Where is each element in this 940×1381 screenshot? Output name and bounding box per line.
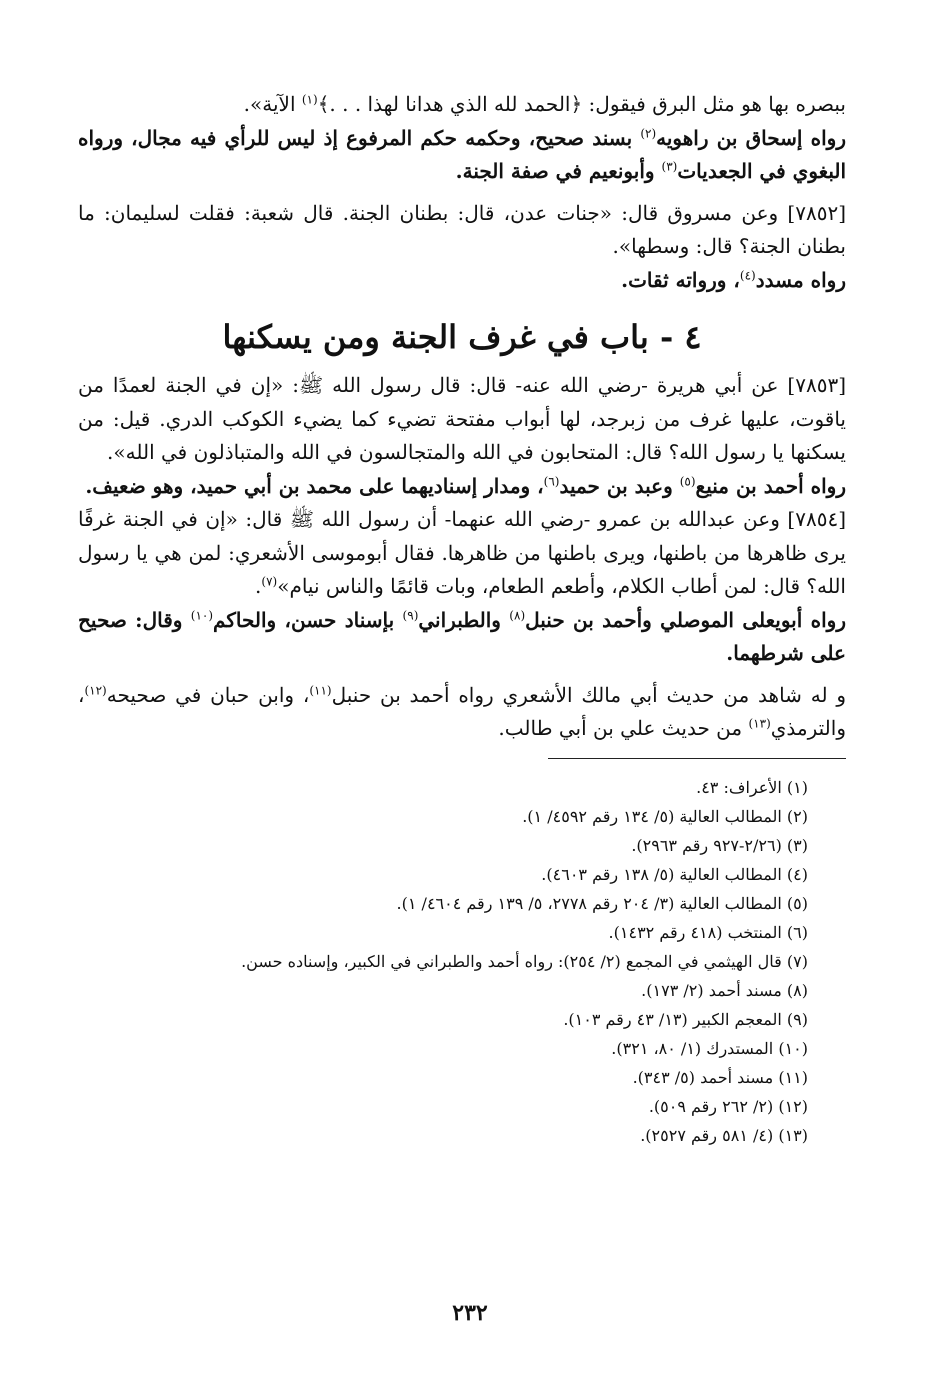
- hadith-text: وعن عبدالله بن عمرو -رضي الله عنهما- أن رسول الله ﷺ قال: «إن في الجنة غرفًا يرى ظاهرها من باطنها، ويرى باطنها من ظاهرها. فقال أبوموسى الأشعري: لمن هي يا رسول الله؟ قال: لمن أطاب الكلام، وأطعم الطعام، وبات قائمًا والناس نيام»: [78, 507, 846, 598]
- footnote-ref[interactable]: (١٢): [84, 682, 107, 697]
- footnote-divider: [548, 758, 846, 759]
- text: رواه مسدد: [755, 267, 846, 292]
- footnote-ref[interactable]: (٤): [739, 267, 756, 282]
- footnote: (١٢) (٢/ ٢٦٢ رقم ٥٠٩).: [648, 1096, 808, 1116]
- text: ، وابن حبان في صحيحه: [106, 682, 310, 707]
- text: .: [255, 574, 262, 598]
- footnote-ref[interactable]: (٨): [509, 607, 526, 622]
- paragraph-continuation: [78, 88, 846, 122]
- footnote-ref[interactable]: (١٣): [748, 716, 771, 731]
- hadith-text: وعن مسروق قال: «جنات عدن، قال: بطنان الجنة. قال شعبة: فقلت لسليمان: ما بطنان الجنة؟ قال: وسطها».: [78, 200, 846, 258]
- hadith-7854: [78, 503, 846, 604]
- text: بإسناد حسن، والحاكم: [213, 607, 403, 632]
- supporting-narration: [78, 679, 846, 746]
- footnote: (٣) (٢/٢٦-٩٢٧ رقم ٢٩٦٣).: [631, 835, 808, 855]
- hadith-7852: [78, 197, 846, 264]
- text: ببصره بها هو مثل البرق فيقول: ﴿الحمد لله الذي هدانا لهذا . . .﴾: [317, 92, 846, 116]
- footnote-ref[interactable]: (١): [301, 92, 318, 107]
- narration-source: [78, 264, 846, 298]
- text: من حديث علي بن أبي طالب.: [498, 716, 749, 740]
- footnote: (٩) المعجم الكبير (١٣/ ٤٣ رقم ١٠٣).: [563, 1009, 808, 1029]
- text: الآية».: [243, 92, 302, 116]
- narration-source: [78, 470, 846, 504]
- footnote: (٥) المطالب العالية (٣/ ٢٠٤ رقم ٢٧٧٨، ٥/ ١٣٩ رقم ٤٦٠٤/ ١).: [396, 893, 808, 913]
- text: بسند صحيح، وحكمه حكم المرفوع إذ ليس للرأي فيه مجال، ورواه البغوي في الجعديات: [78, 125, 846, 183]
- hadith-number: [٧٨٥٣]: [787, 373, 846, 397]
- footnote-ref[interactable]: (٥): [679, 473, 696, 488]
- hadith-7853: [78, 369, 846, 470]
- page-body: [78, 88, 846, 1150]
- footnote: (٧) قال الهيثمي في المجمع (٢/ ٢٥٤): رواه أحمد والطبراني في الكبير، وإسناده حسن.: [241, 951, 808, 971]
- text: ، ومدار إسناديهما على محمد بن أبي حميد، وهو ضعيف.: [85, 473, 544, 498]
- text: وأبونعيم في صفة الجنة.: [455, 159, 662, 183]
- footnote-ref[interactable]: (٣): [661, 159, 678, 174]
- footnote: (٢) المطالب العالية (٥/ ١٣٤ رقم ٤٥٩٢/ ١).: [522, 806, 808, 826]
- text: وعبد بن حميد: [559, 473, 680, 498]
- footnote-ref[interactable]: (٢): [640, 125, 657, 140]
- text: رواه إسحاق بن راهويه: [656, 125, 847, 150]
- narration-source: [78, 122, 846, 189]
- footnote-ref[interactable]: (٦): [543, 473, 560, 488]
- footnote: (١٠) المستدرك (١/ ٨٠، ٣٢١).: [611, 1038, 808, 1058]
- hadith-number: [٧٨٥٢]: [787, 200, 846, 225]
- text: رواه أحمد بن منيع: [695, 473, 846, 498]
- text: والطبراني: [418, 607, 510, 632]
- footnotes-list: [78, 773, 846, 1150]
- text: وقال: صحيح على شرطهما.: [78, 607, 846, 665]
- hadith-text: عن أبي هريرة -رضي الله عنه- قال: قال رسول الله ﷺ: «إن في الجنة لعمدًا من ياقوت، عليها غرف من زبرجد، لها أبواب مفتحة تضيء كما يضيء الكوكب الدري. قيل: من يسكنها يا رسول الله؟ قال: المتحابون في الله والمتجالسون في الله والمتباذلون في الله».: [78, 373, 846, 464]
- footnote-ref[interactable]: (٧): [261, 574, 278, 589]
- footnote-ref[interactable]: (١١): [309, 682, 332, 697]
- text: ، ورواته ثقات.: [621, 267, 740, 292]
- footnote: (٤) المطالب العالية (٥/ ١٣٨ رقم ٤٦٠٣).: [541, 864, 808, 884]
- footnote: (٦) المنتخب (٤١٨ رقم ١٤٣٢).: [608, 922, 808, 942]
- footnote-ref[interactable]: (١٠): [190, 607, 214, 622]
- footnote: (٨) مسند أحمد (٢/ ١٧٣).: [641, 980, 808, 1000]
- footnote: (١٣) (٤/ ٥٨١ رقم ٢٥٢٧).: [640, 1125, 808, 1145]
- hadith-number: [٧٨٥٤]: [787, 507, 846, 531]
- text: و له شاهد من حديث أبي مالك الأشعري رواه أحمد بن حنبل: [331, 682, 846, 707]
- text: رواه أبويعلى الموصلي وأحمد بن حنبل: [525, 607, 846, 632]
- footnote: (١١) مسند أحمد (٥/ ٣٤٣).: [632, 1067, 808, 1087]
- text: ، والترمذي: [78, 682, 846, 740]
- footnote-ref[interactable]: (٩): [402, 607, 419, 622]
- page-number: ٢٣٢: [452, 1300, 488, 1326]
- narration-source: [78, 604, 846, 671]
- footnote: (١) الأعراف: ٤٣.: [696, 777, 808, 797]
- chapter-title: ٤ - باب في غرف الجنة ومن يسكنها: [222, 318, 702, 356]
